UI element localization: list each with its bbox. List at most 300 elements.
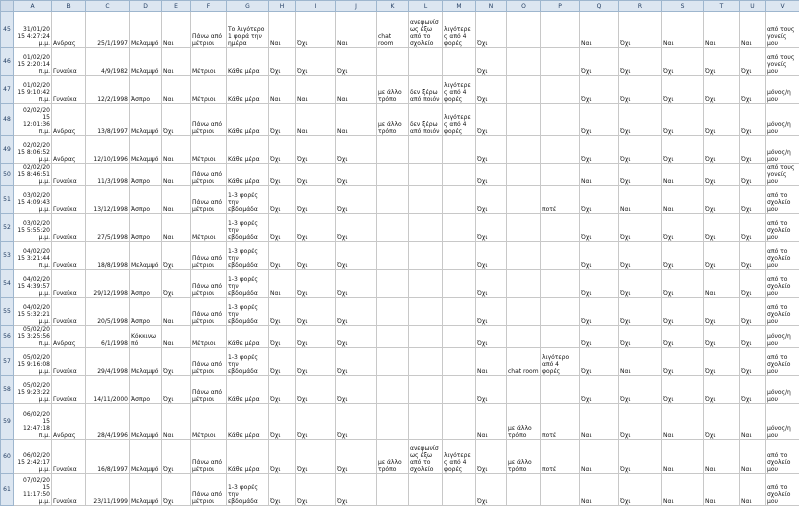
cell-u60[interactable]: Ναι: [740, 440, 766, 474]
cell-f55[interactable]: Πάνω από μέτριοι: [191, 298, 227, 326]
cell-b49[interactable]: Ανδρας: [52, 136, 86, 164]
cell-l56[interactable]: [409, 326, 443, 348]
cell-e59[interactable]: Ναι: [162, 404, 191, 440]
cell-c55[interactable]: 20/5/1998: [86, 298, 130, 326]
cell-l57[interactable]: [409, 348, 443, 376]
cell-d52[interactable]: Άσπρο: [130, 214, 162, 242]
cell-h50[interactable]: Όχι: [269, 164, 296, 186]
cell-e55[interactable]: Ναι: [162, 298, 191, 326]
cell-j46[interactable]: Όχι: [336, 48, 377, 76]
cell-m48[interactable]: λιγότερες από 4 φορές: [443, 104, 476, 136]
cell-j58[interactable]: Όχι: [336, 376, 377, 404]
cell-r48[interactable]: Όχι: [619, 104, 662, 136]
row-header[interactable]: 61: [1, 474, 14, 506]
cell-f60[interactable]: Πάνω από μέτριοι: [191, 440, 227, 474]
cell-j59[interactable]: Όχι: [336, 404, 377, 440]
row-header[interactable]: 53: [1, 242, 14, 270]
cell-n60[interactable]: Όχι: [476, 440, 507, 474]
cell-r54[interactable]: Όχι: [619, 270, 662, 298]
cell-m51[interactable]: [443, 186, 476, 214]
cell-b47[interactable]: Γυναίκα: [52, 76, 86, 104]
cell-b61[interactable]: Γυναίκα: [52, 474, 86, 506]
cell-t50[interactable]: Όχι: [704, 164, 740, 186]
cell-e60[interactable]: Όχι: [162, 440, 191, 474]
cell-u52[interactable]: Όχι: [740, 214, 766, 242]
cell-a47[interactable]: 01/02/20 15 9:10:42 π.μ.: [14, 76, 52, 104]
cell-d50[interactable]: Άσπρο: [130, 164, 162, 186]
cell-p58[interactable]: [541, 376, 580, 404]
cell-a55[interactable]: 04/02/20 15 5:32:21 μ.μ.: [14, 298, 52, 326]
cell-d46[interactable]: Μελαμψό: [130, 48, 162, 76]
cell-f49[interactable]: Μέτριοι: [191, 136, 227, 164]
cell-b50[interactable]: Γυναίκα: [52, 164, 86, 186]
cell-d58[interactable]: Άσπρο: [130, 376, 162, 404]
cell-m56[interactable]: [443, 326, 476, 348]
cell-q57[interactable]: Όχι: [580, 348, 619, 376]
cell-e49[interactable]: Ναι: [162, 136, 191, 164]
cell-e52[interactable]: Ναι: [162, 214, 191, 242]
cell-b56[interactable]: Ανδρας: [52, 326, 86, 348]
cell-v60[interactable]: από το σχολείο μου: [766, 440, 799, 474]
cell-g59[interactable]: Κάθε μέρα: [227, 404, 269, 440]
cell-v47[interactable]: μόνος/η μου: [766, 76, 799, 104]
cell-p57[interactable]: λιγότερο από 4 φορές: [541, 348, 580, 376]
cell-l55[interactable]: [409, 298, 443, 326]
cell-n53[interactable]: Όχι: [476, 242, 507, 270]
cell-s47[interactable]: Όχι: [662, 76, 704, 104]
cell-s59[interactable]: Ναι: [662, 404, 704, 440]
cell-u55[interactable]: Όχι: [740, 298, 766, 326]
cell-l49[interactable]: [409, 136, 443, 164]
cell-t58[interactable]: Όχι: [704, 376, 740, 404]
cell-a60[interactable]: 06/02/20 15 2:42:17 μ.μ.: [14, 440, 52, 474]
cell-u47[interactable]: Όχι: [740, 76, 766, 104]
cell-c48[interactable]: 13/8/1997: [86, 104, 130, 136]
cell-s58[interactable]: Όχι: [662, 376, 704, 404]
cell-u49[interactable]: Όχι: [740, 136, 766, 164]
cell-a51[interactable]: 03/02/20 15 4:09:43 μ.μ.: [14, 186, 52, 214]
cell-d60[interactable]: Μελαμψό: [130, 440, 162, 474]
cell-j61[interactable]: Όχι: [336, 474, 377, 506]
cell-o45[interactable]: [507, 12, 541, 48]
cell-n56[interactable]: Όχι: [476, 326, 507, 348]
cell-i56[interactable]: Όχι: [296, 326, 336, 348]
cell-s48[interactable]: Όχι: [662, 104, 704, 136]
cell-m47[interactable]: λιγότερες από 4 φορές: [443, 76, 476, 104]
cell-n55[interactable]: Όχι: [476, 298, 507, 326]
cell-h51[interactable]: Όχι: [269, 186, 296, 214]
cell-g53[interactable]: 1-3 φορές την εβδομάδα: [227, 242, 269, 270]
cell-t56[interactable]: Όχι: [704, 326, 740, 348]
cell-v45[interactable]: από τους γονείς μου: [766, 12, 799, 48]
cell-o46[interactable]: [507, 48, 541, 76]
cell-g46[interactable]: Κάθε μέρα: [227, 48, 269, 76]
cell-g54[interactable]: 1-3 φορές την εβδομάδα: [227, 270, 269, 298]
cell-t53[interactable]: Όχι: [704, 242, 740, 270]
cell-h49[interactable]: Όχι: [269, 136, 296, 164]
cell-m55[interactable]: [443, 298, 476, 326]
cell-k61[interactable]: [377, 474, 409, 506]
cell-a48[interactable]: 02/02/20 15 12:01:36 π.μ.: [14, 104, 52, 136]
cell-n46[interactable]: Όχι: [476, 48, 507, 76]
cell-a53[interactable]: 04/02/20 15 3:21:44 π.μ.: [14, 242, 52, 270]
cell-d48[interactable]: Μελαμψό: [130, 104, 162, 136]
cell-p53[interactable]: [541, 242, 580, 270]
row-header[interactable]: 45: [1, 12, 14, 48]
cell-u50[interactable]: Όχι: [740, 164, 766, 186]
cell-c54[interactable]: 29/12/1998: [86, 270, 130, 298]
cell-t55[interactable]: Όχι: [704, 298, 740, 326]
cell-c58[interactable]: 14/11/2000: [86, 376, 130, 404]
cell-v51[interactable]: από το σχολείο μου: [766, 186, 799, 214]
cell-k55[interactable]: [377, 298, 409, 326]
cell-s53[interactable]: Όχι: [662, 242, 704, 270]
cell-h46[interactable]: Όχι: [269, 48, 296, 76]
cell-s54[interactable]: Όχι: [662, 270, 704, 298]
cell-k60[interactable]: με άλλο τρόπο: [377, 440, 409, 474]
cell-t48[interactable]: Όχι: [704, 104, 740, 136]
cell-r50[interactable]: Όχι: [619, 164, 662, 186]
cell-r53[interactable]: Όχι: [619, 242, 662, 270]
cell-h58[interactable]: Όχι: [269, 376, 296, 404]
cell-s49[interactable]: Όχι: [662, 136, 704, 164]
cell-r45[interactable]: Όχι: [619, 12, 662, 48]
cell-f52[interactable]: Μέτριοι: [191, 214, 227, 242]
cell-l59[interactable]: [409, 404, 443, 440]
cell-b54[interactable]: Γυναίκα: [52, 270, 86, 298]
cell-k48[interactable]: με άλλο τρόπο: [377, 104, 409, 136]
column-header-n[interactable]: N: [476, 1, 507, 12]
cell-f45[interactable]: Πάνω από μέτριοι: [191, 12, 227, 48]
cell-b48[interactable]: Ανδρας: [52, 104, 86, 136]
cell-f50[interactable]: Πάνω από μέτριοι: [191, 164, 227, 186]
cell-o51[interactable]: [507, 186, 541, 214]
cell-g51[interactable]: 1-3 φορές την εβδομάδα: [227, 186, 269, 214]
cell-n50[interactable]: Όχι: [476, 164, 507, 186]
cell-u51[interactable]: Όχι: [740, 186, 766, 214]
column-header-p[interactable]: P: [541, 1, 580, 12]
cell-a54[interactable]: 04/02/20 15 4:39:57 μ.μ.: [14, 270, 52, 298]
cell-b52[interactable]: Γυναίκα: [52, 214, 86, 242]
cell-v57[interactable]: από το σχολείο μου: [766, 348, 799, 376]
cell-t60[interactable]: Ναι: [704, 440, 740, 474]
column-header-v[interactable]: V: [766, 1, 799, 12]
cell-n58[interactable]: Όχι: [476, 376, 507, 404]
column-header-j[interactable]: J: [336, 1, 377, 12]
cell-k53[interactable]: [377, 242, 409, 270]
cell-b55[interactable]: Γυναίκα: [52, 298, 86, 326]
cell-k51[interactable]: [377, 186, 409, 214]
cell-c59[interactable]: 28/4/1996: [86, 404, 130, 440]
cell-l58[interactable]: [409, 376, 443, 404]
cell-h55[interactable]: Όχι: [269, 298, 296, 326]
cell-u61[interactable]: Ναι: [740, 474, 766, 506]
cell-r61[interactable]: Όχι: [619, 474, 662, 506]
cell-k54[interactable]: [377, 270, 409, 298]
cell-i46[interactable]: Όχι: [296, 48, 336, 76]
column-header-k[interactable]: K: [377, 1, 409, 12]
row-header[interactable]: 55: [1, 298, 14, 326]
cell-j51[interactable]: Όχι: [336, 186, 377, 214]
cell-h53[interactable]: Όχι: [269, 242, 296, 270]
cell-j53[interactable]: Όχι: [336, 242, 377, 270]
cell-j60[interactable]: Όχι: [336, 440, 377, 474]
cell-i55[interactable]: Όχι: [296, 298, 336, 326]
cell-q50[interactable]: Ναι: [580, 164, 619, 186]
cell-m58[interactable]: [443, 376, 476, 404]
cell-s56[interactable]: Όχι: [662, 326, 704, 348]
cell-t61[interactable]: Ναι: [704, 474, 740, 506]
cell-l53[interactable]: [409, 242, 443, 270]
cell-v48[interactable]: μόνος/η μου: [766, 104, 799, 136]
cell-d61[interactable]: Μελαμψό: [130, 474, 162, 506]
cell-t51[interactable]: Όχι: [704, 186, 740, 214]
cell-p52[interactable]: [541, 214, 580, 242]
cell-l47[interactable]: δεν ξέρω από ποιόν: [409, 76, 443, 104]
cell-o48[interactable]: [507, 104, 541, 136]
cell-u59[interactable]: Ναι: [740, 404, 766, 440]
cell-j56[interactable]: Όχι: [336, 326, 377, 348]
cell-h56[interactable]: Όχι: [269, 326, 296, 348]
row-header[interactable]: 54: [1, 270, 14, 298]
cell-h61[interactable]: Όχι: [269, 474, 296, 506]
cell-b53[interactable]: Γυναίκα: [52, 242, 86, 270]
cell-r59[interactable]: Όχι: [619, 404, 662, 440]
cell-e58[interactable]: Όχι: [162, 376, 191, 404]
cell-i50[interactable]: Όχι: [296, 164, 336, 186]
cell-k47[interactable]: με άλλο τρόπο: [377, 76, 409, 104]
cell-v50[interactable]: από τους γονείς μου: [766, 164, 799, 186]
cell-j48[interactable]: Ναι: [336, 104, 377, 136]
cell-q46[interactable]: Όχι: [580, 48, 619, 76]
cell-p54[interactable]: [541, 270, 580, 298]
cell-p48[interactable]: [541, 104, 580, 136]
cell-l52[interactable]: [409, 214, 443, 242]
cell-s52[interactable]: Όχι: [662, 214, 704, 242]
cell-h60[interactable]: Όχι: [269, 440, 296, 474]
cell-s50[interactable]: Ναι: [662, 164, 704, 186]
cell-n59[interactable]: Ναι: [476, 404, 507, 440]
cell-f46[interactable]: Μέτριοι: [191, 48, 227, 76]
cell-j55[interactable]: Όχι: [336, 298, 377, 326]
cell-k59[interactable]: [377, 404, 409, 440]
cell-p56[interactable]: [541, 326, 580, 348]
cell-i61[interactable]: Όχι: [296, 474, 336, 506]
cell-v61[interactable]: από το σχολείο μου: [766, 474, 799, 506]
cell-q53[interactable]: Όχι: [580, 242, 619, 270]
cell-l48[interactable]: δεν ξέρω από ποιόν: [409, 104, 443, 136]
cell-d53[interactable]: Μελαμψό: [130, 242, 162, 270]
cell-t52[interactable]: Όχι: [704, 214, 740, 242]
cell-i57[interactable]: Όχι: [296, 348, 336, 376]
row-header[interactable]: 56: [1, 326, 14, 348]
cell-m61[interactable]: [443, 474, 476, 506]
cell-s55[interactable]: Όχι: [662, 298, 704, 326]
cell-j49[interactable]: Όχι: [336, 136, 377, 164]
cell-m45[interactable]: λιγότερες από 4 φορές: [443, 12, 476, 48]
cell-p50[interactable]: [541, 164, 580, 186]
cell-o47[interactable]: [507, 76, 541, 104]
cell-b60[interactable]: Γυναίκα: [52, 440, 86, 474]
cell-t57[interactable]: Όχι: [704, 348, 740, 376]
column-header-u[interactable]: U: [740, 1, 766, 12]
cell-e47[interactable]: Ναι: [162, 76, 191, 104]
cell-t46[interactable]: Όχι: [704, 48, 740, 76]
cell-q54[interactable]: Όχι: [580, 270, 619, 298]
cell-g52[interactable]: 1-3 φορές την εβδομάδα: [227, 214, 269, 242]
cell-u45[interactable]: Ναι: [740, 12, 766, 48]
cell-q49[interactable]: Όχι: [580, 136, 619, 164]
column-header-t[interactable]: T: [704, 1, 740, 12]
cell-v59[interactable]: μόνος/η μου: [766, 404, 799, 440]
cell-s51[interactable]: Ναι: [662, 186, 704, 214]
cell-p47[interactable]: [541, 76, 580, 104]
cell-a49[interactable]: 02/02/20 15 8:06:52 μ.μ.: [14, 136, 52, 164]
cell-r55[interactable]: Όχι: [619, 298, 662, 326]
cell-i53[interactable]: Όχι: [296, 242, 336, 270]
cell-b58[interactable]: Γυναίκα: [52, 376, 86, 404]
cell-a45[interactable]: 31/01/20 15 4:27:24 μ.μ.: [14, 12, 52, 48]
cell-b57[interactable]: Γυναίκα: [52, 348, 86, 376]
cell-g49[interactable]: Κάθε μέρα: [227, 136, 269, 164]
row-header[interactable]: 46: [1, 48, 14, 76]
column-header-o[interactable]: O: [507, 1, 541, 12]
cell-e48[interactable]: Όχι: [162, 104, 191, 136]
column-header-h[interactable]: H: [269, 1, 296, 12]
cell-m52[interactable]: [443, 214, 476, 242]
cell-e61[interactable]: Όχι: [162, 474, 191, 506]
cell-d59[interactable]: Μελαμψό: [130, 404, 162, 440]
cell-n49[interactable]: Όχι: [476, 136, 507, 164]
cell-u58[interactable]: Όχι: [740, 376, 766, 404]
cell-s60[interactable]: Ναι: [662, 440, 704, 474]
cell-f61[interactable]: Πάνω από μέτριοι: [191, 474, 227, 506]
cell-b45[interactable]: Ανδρας: [52, 12, 86, 48]
cell-c51[interactable]: 13/12/1998: [86, 186, 130, 214]
cell-c50[interactable]: 11/3/1998: [86, 164, 130, 186]
cell-i60[interactable]: Όχι: [296, 440, 336, 474]
cell-v54[interactable]: από το σχολείο μου: [766, 270, 799, 298]
cell-p61[interactable]: [541, 474, 580, 506]
cell-m60[interactable]: λιγότερες από 4 φορές: [443, 440, 476, 474]
row-header[interactable]: 60: [1, 440, 14, 474]
cell-r46[interactable]: Όχι: [619, 48, 662, 76]
cell-s61[interactable]: Ναι: [662, 474, 704, 506]
cell-s45[interactable]: Ναι: [662, 12, 704, 48]
cell-u54[interactable]: Όχι: [740, 270, 766, 298]
row-header[interactable]: 49: [1, 136, 14, 164]
cell-c49[interactable]: 12/10/1996: [86, 136, 130, 164]
cell-u53[interactable]: Όχι: [740, 242, 766, 270]
column-header-b[interactable]: B: [52, 1, 86, 12]
column-header-l[interactable]: L: [409, 1, 443, 12]
cell-i54[interactable]: Όχι: [296, 270, 336, 298]
cell-n52[interactable]: Όχι: [476, 214, 507, 242]
cell-g58[interactable]: Κάθε μέρα: [227, 376, 269, 404]
cell-d55[interactable]: Άσπρο: [130, 298, 162, 326]
cell-i47[interactable]: Ναι: [296, 76, 336, 104]
cell-o52[interactable]: [507, 214, 541, 242]
cell-d49[interactable]: Μελαμψό: [130, 136, 162, 164]
cell-i51[interactable]: Όχι: [296, 186, 336, 214]
cell-h59[interactable]: Όχι: [269, 404, 296, 440]
cell-p55[interactable]: [541, 298, 580, 326]
cell-i49[interactable]: Όχι: [296, 136, 336, 164]
cell-m59[interactable]: [443, 404, 476, 440]
cell-m54[interactable]: [443, 270, 476, 298]
cell-o49[interactable]: [507, 136, 541, 164]
cell-j54[interactable]: Όχι: [336, 270, 377, 298]
cell-q56[interactable]: Όχι: [580, 326, 619, 348]
cell-p45[interactable]: [541, 12, 580, 48]
cell-j52[interactable]: Όχι: [336, 214, 377, 242]
cell-g61[interactable]: 1-3 φορές την εβδομάδα: [227, 474, 269, 506]
cell-u57[interactable]: Όχι: [740, 348, 766, 376]
cell-r52[interactable]: Όχι: [619, 214, 662, 242]
cell-f47[interactable]: Μέτριοι: [191, 76, 227, 104]
cell-a52[interactable]: 03/02/20 15 5:55:20 μ.μ.: [14, 214, 52, 242]
cell-o57[interactable]: chat room: [507, 348, 541, 376]
cell-a57[interactable]: 05/02/20 15 9:16:08 μ.μ.: [14, 348, 52, 376]
cell-g50[interactable]: Κάθε μέρα: [227, 164, 269, 186]
cell-m46[interactable]: [443, 48, 476, 76]
cell-n61[interactable]: Όχι: [476, 474, 507, 506]
cell-g56[interactable]: Κάθε μέρα: [227, 326, 269, 348]
cell-v53[interactable]: από το σχολείο μου: [766, 242, 799, 270]
cell-n47[interactable]: Όχι: [476, 76, 507, 104]
cell-i45[interactable]: Όχι: [296, 12, 336, 48]
cell-h52[interactable]: Όχι: [269, 214, 296, 242]
column-header-a[interactable]: A: [14, 1, 52, 12]
cell-f58[interactable]: Πάνω από μέτριοι: [191, 376, 227, 404]
cell-t54[interactable]: Ναι: [704, 270, 740, 298]
cell-o58[interactable]: [507, 376, 541, 404]
cell-h47[interactable]: Ναι: [269, 76, 296, 104]
cell-r60[interactable]: Όχι: [619, 440, 662, 474]
cell-p59[interactable]: ποτέ: [541, 404, 580, 440]
cell-n45[interactable]: Όχι: [476, 12, 507, 48]
cell-l60[interactable]: ανεφωνίσ ως έξω από το σχολείο: [409, 440, 443, 474]
cell-j47[interactable]: Ναι: [336, 76, 377, 104]
column-header-i[interactable]: I: [296, 1, 336, 12]
cell-e53[interactable]: Όχι: [162, 242, 191, 270]
row-header[interactable]: 47: [1, 76, 14, 104]
column-header-d[interactable]: D: [130, 1, 162, 12]
cell-q61[interactable]: Ναι: [580, 474, 619, 506]
cell-a50[interactable]: 02/02/20 15 8:46:51 μ.μ.: [14, 164, 52, 186]
cell-s57[interactable]: Όχι: [662, 348, 704, 376]
cell-c56[interactable]: 6/1/1998: [86, 326, 130, 348]
cell-g45[interactable]: Το λιγότερο 1 φορά την ημέρα: [227, 12, 269, 48]
cell-k52[interactable]: [377, 214, 409, 242]
cell-o53[interactable]: [507, 242, 541, 270]
cell-j57[interactable]: Όχι: [336, 348, 377, 376]
cell-i52[interactable]: Όχι: [296, 214, 336, 242]
cell-f54[interactable]: Πάνω από μέτριοι: [191, 270, 227, 298]
cell-l45[interactable]: ανεφωνίσ ως έξω από το σχολείο: [409, 12, 443, 48]
cell-t49[interactable]: Όχι: [704, 136, 740, 164]
cell-c57[interactable]: 29/4/1998: [86, 348, 130, 376]
cell-q47[interactable]: Όχι: [580, 76, 619, 104]
column-header-s[interactable]: S: [662, 1, 704, 12]
cell-o56[interactable]: [507, 326, 541, 348]
cell-l50[interactable]: [409, 164, 443, 186]
cell-o61[interactable]: [507, 474, 541, 506]
cell-q52[interactable]: Όχι: [580, 214, 619, 242]
column-header-c[interactable]: C: [86, 1, 130, 12]
cell-e46[interactable]: Ναι: [162, 48, 191, 76]
cell-v55[interactable]: από το σχολείο μου: [766, 298, 799, 326]
